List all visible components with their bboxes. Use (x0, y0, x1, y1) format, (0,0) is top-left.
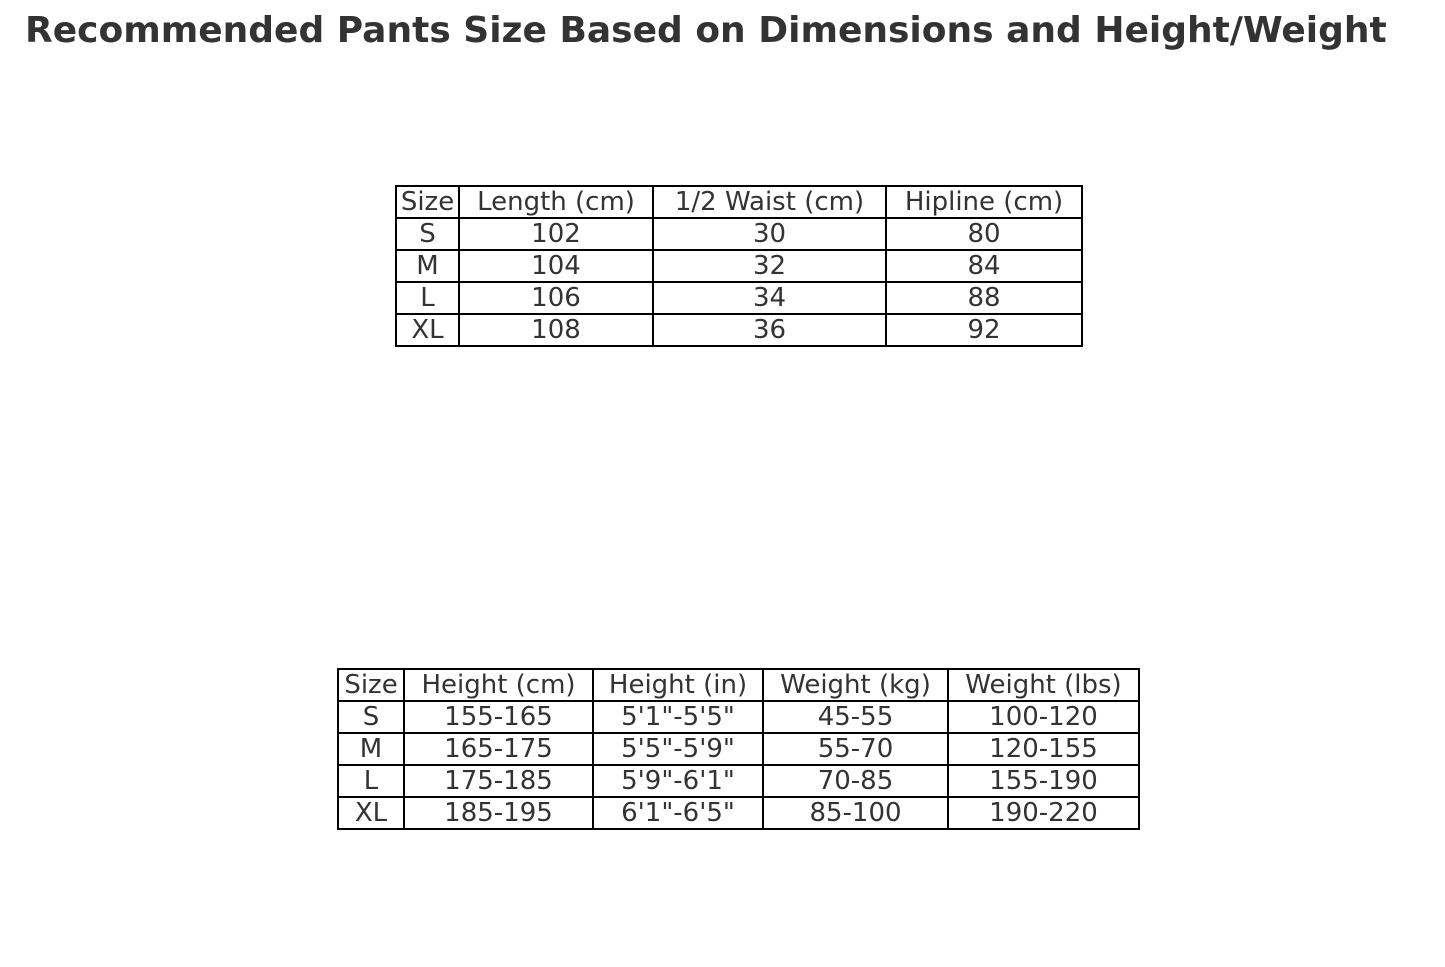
column-header: Height (cm) (404, 669, 593, 701)
table-cell: L (396, 282, 459, 314)
table-cell: 88 (886, 282, 1082, 314)
height-weight-table (337, 668, 1140, 830)
table-cell: 32 (653, 250, 886, 282)
table-cell: 30 (653, 218, 886, 250)
table-cell: S (338, 701, 404, 733)
table-row (338, 733, 1139, 765)
table-cell: 5'9"-6'1" (593, 765, 763, 797)
table-cell: 120-155 (948, 733, 1139, 765)
table-cell: XL (338, 797, 404, 829)
table-cell: 85-100 (763, 797, 948, 829)
table-cell: XL (396, 314, 459, 346)
column-header: Size (338, 669, 404, 701)
table-row (338, 701, 1139, 733)
figure-title: Recommended Pants Size Based on Dimensions and Height/Weight (25, 10, 1387, 51)
table-cell: M (338, 733, 404, 765)
table-cell: 34 (653, 282, 886, 314)
table-cell: 106 (459, 282, 653, 314)
table-cell: 80 (886, 218, 1082, 250)
table-row (338, 765, 1139, 797)
table-cell: 155-190 (948, 765, 1139, 797)
table-cell: 70-85 (763, 765, 948, 797)
table-cell: L (338, 765, 404, 797)
column-header: Weight (lbs) (948, 669, 1139, 701)
table-header-row (338, 669, 1139, 701)
table-cell: 5'5"-5'9" (593, 733, 763, 765)
table-cell: 190-220 (948, 797, 1139, 829)
column-header: 1/2 Waist (cm) (653, 186, 886, 218)
column-header: Height (in) (593, 669, 763, 701)
pants-dimensions-table (395, 185, 1083, 347)
table-cell: 108 (459, 314, 653, 346)
column-header: Hipline (cm) (886, 186, 1082, 218)
column-header: Length (cm) (459, 186, 653, 218)
table-cell: 84 (886, 250, 1082, 282)
table-cell: S (396, 218, 459, 250)
table-row (396, 314, 1082, 346)
table-cell: 92 (886, 314, 1082, 346)
table-header-row (396, 186, 1082, 218)
column-header: Weight (kg) (763, 669, 948, 701)
table-cell: 102 (459, 218, 653, 250)
table-cell: 104 (459, 250, 653, 282)
table-cell: 36 (653, 314, 886, 346)
table-cell: 165-175 (404, 733, 593, 765)
table-row (396, 282, 1082, 314)
table-cell: 185-195 (404, 797, 593, 829)
table-row (396, 218, 1082, 250)
table-cell: 100-120 (948, 701, 1139, 733)
table-cell: 155-165 (404, 701, 593, 733)
table-row (396, 250, 1082, 282)
table-cell: M (396, 250, 459, 282)
table-cell: 55-70 (763, 733, 948, 765)
table-row (338, 797, 1139, 829)
table-cell: 45-55 (763, 701, 948, 733)
table-cell: 6'1"-6'5" (593, 797, 763, 829)
table-cell: 175-185 (404, 765, 593, 797)
column-header: Size (396, 186, 459, 218)
table-cell: 5'1"-5'5" (593, 701, 763, 733)
